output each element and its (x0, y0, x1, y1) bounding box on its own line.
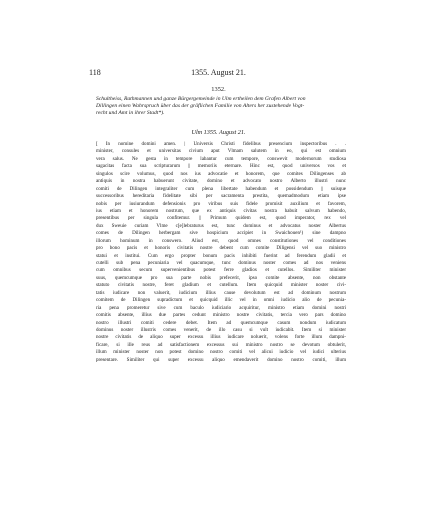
body-line: ius etiam et honorem nostrum, que ex antiquis civitas nostra habuit salvum habendo, (96, 207, 346, 214)
summary-line: Schultheiss, Rathmannen und ganze Bürgergemeinde in Ulm ertheilen dem Grafen Albert von (96, 96, 306, 102)
dateline: Ulm 1355. August 21. (191, 129, 246, 136)
body-line: sagacitas facta sua scripturarum || memoriis eternare. Hinc est, quod universos vos et (96, 163, 346, 170)
body-line: vera salus. Ne gesta in tempore labantur cum tempore, conswevit modernorum studiosa (96, 155, 346, 162)
body-line: dux Sweuie curiam Vlme c[e]lebraturus est, tunc dominus et advocatus noster Albertus (96, 222, 346, 229)
body-line: cutelli sub pena pecuniaria vel quacumque, tunc dominus noster comes ad nos veniens (96, 260, 346, 266)
body-line: singulos scire volumus, quod nos ius advocatie et honorem, que comites Dilingenses ab (96, 170, 346, 177)
body-line: comes de Dilingen herbergam sive hospicium accipiet in Swaichouen¹) sine dampno (96, 230, 346, 237)
body-line: statui et institui. Cum ergo propter bonum pacis inhibiti fuerint ad ferendum gladii et (96, 252, 346, 259)
body-line: comitem de Dilingen supradictum et quicquid illic vel in omni iudicio alio de pecunia- (96, 297, 346, 304)
body-line: minister, consules et universitas civium aput Vlmam salutem in eo, qui est omnium (96, 148, 346, 155)
page-number: 118 (89, 68, 101, 77)
body-line: dominus noster illustris comes venerit, de illo casu si vult iudicabit. Item si minister (96, 326, 346, 333)
body-line: ria pena promeretur sive cum baculo iudiciario acquiritur, ministro etiam domini nostri (96, 304, 346, 311)
body-line: antiquis in nostra habuerunt civitate, domino et advocato nostro Alberto illustri nunc (96, 178, 346, 185)
body-line: presentare. Similiter qui super excessu aliquo emendaverit domino nostro comiti, illum (96, 356, 346, 363)
page-header (89, 68, 348, 80)
body-line: statuto civitatis nostre, feret gladium et cutellum. Item quicquid minister noster civi- (96, 282, 346, 289)
body-line: successoribus hereditaria fidelitate sibi per sacramenta prestita, quemadmodum etiam ipse (96, 193, 346, 200)
summary-line: Dillingen einen Wahrspruch über das der gräflichen Familie von Alters her zustehende Vogt- (96, 103, 305, 110)
body-line: nostre civitatis de aliquo super excessu illius iudicare noluerit, volens forte illum dampni- (96, 334, 346, 341)
body-line: nobis per iusiurandum defensionis pro viribus suis fidele promisit auxilium et favorem, (96, 200, 346, 207)
body-line: tatis iudicare non valuerit, iudicium illius cause devolutum est ad dominum nostrum (96, 289, 346, 296)
body-line: suus, quemcumque pro sua parte nobis prefecerit, ipso comite absente, non obstante (96, 274, 346, 281)
body-line: illum minister noster non potest domino nostro comiti vel alicui iudicio vel iudici ulterius (96, 349, 346, 356)
body-line: comiti de Dilingen integraliter cum plena libertate habendum et possidendum || suisque (96, 185, 346, 192)
body-line: ficare, si ille reus ad satisfactionem excessus sui ministro nostro se devotum obtulerit, (96, 341, 346, 348)
body-line: presentibus per singula confitemur. || Primum quidem est, quod imperator, rex vel (96, 215, 346, 222)
running-title: 1355. August 21. (191, 68, 246, 77)
body-line: nostro illustri comiti cedere debet. Item ad quemcumque casum nondum iudicatum (96, 319, 346, 326)
document-summary (96, 96, 342, 118)
body-line: illorum hominum in conswero. Aliud est, quod omnes constitutiones vel conditiones (96, 237, 346, 244)
document-number: 1352. (211, 86, 226, 93)
body-line: comitis absente, illius due partes cedunt ministro nostre civitatis, tercia vero pars domino (96, 312, 346, 319)
body-line: cum omnibus secum supervenientibus potest ferre gladios et cutellos. Similiter minister (96, 267, 346, 274)
summary-line: recht und Amt in ihrer Stadt*). (96, 110, 165, 117)
body-line: pro bono pacis et honoris civitatis nostre debent cum comite Diligensi vel suo ministro (96, 245, 346, 252)
document-body (96, 141, 346, 364)
body-line: [ In nomine domini amen. | Universis Christi fidelibus presencium inspectoribus . . (96, 141, 346, 147)
